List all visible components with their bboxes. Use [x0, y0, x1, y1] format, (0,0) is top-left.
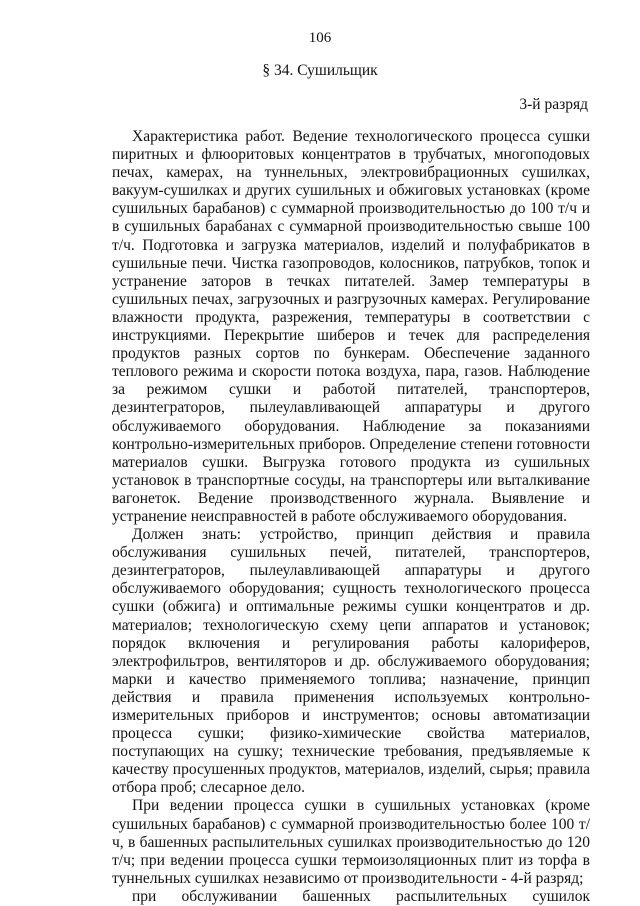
- paragraph-continuation: при обслуживании башенных распылительных сушилок: [132, 887, 590, 905]
- paragraph-grade-4-conditions: При ведении процесса сушки в сушильных установках (кроме сушильных барабанов) с суммарной производительностью более 100 т/ч, в башенных распылительных сушилках производительностью до 120 т/ч; при ведении процесса сушки термоизоляционных плит из торфа в туннельных сушилках независимо от производительности - 4-й разряд;: [112, 797, 590, 887]
- body-text: [112, 128, 590, 906]
- section-title: § 34. Сушильщик: [262, 62, 378, 79]
- paragraph-work-characteristics: Характеристика работ. Ведение технологического процесса сушки пиритных и флюоритовых концентратов в трубчатых, многоподовых печах, камерах, на туннельных, электровибрационных сушилках, вакуум-сушилках и других сушильных и обжиговых установках (кроме сушильных барабанов) с суммарной производительностью до 100 т/ч и в сушильных барабанах с суммарной производительностью свыше 100 т/ч. Подготовка и загрузка материалов, изделий и полуфабрикатов в сушильные печи. Чистка газопроводов, колосников, патрубков, топок и устранение заторов в течках питателей. Замер температуры в сушильных печах, загрузочных и разгрузочных камерах. Регулирование влажности продукта, разрежения, температуры в соответствии с инструкциями. Перекрытие шиберов и течек для распределения продуктов разных сортов по бункерам. Обеспечение заданного теплового режима и скорости потока воздуха, пара, газов. Наблюдение за режимом сушки и работой питателей, транспортеров, дезинтеграторов, пылеулавливающей аппаратуры и другого обслуживаемого оборудования. Наблюдение за показаниями контрольно-измерительных приборов. Определение степени готовности материалов сушки. Выгрузка готового продукта из сушильных установок в транспортные сосуды, на транспортеры или выталкивание вагонеток. Ведение производственного журнала. Выявление и устранение неисправностей в работе обслуживаемого оборудования.: [112, 128, 590, 525]
- page-number: 106: [308, 30, 332, 46]
- paragraph-must-know: Должен знать: устройство, принцип действия и правила обслуживания сушильных печей, питателей, транспортеров, дезинтеграторов, пылеулавливающей аппаратуры и другого обслуживаемого оборудования; сущность технологического процесса сушки (обжига) и оптимальные режимы сушки концентратов и др. материалов; технологическую схему цепи аппаратов и установок; порядок включения и регулирования работы калориферов, электрофильтров, вентиляторов и др. обслуживаемого оборудования; марки и качество применяемого топлива; назначение, принцип действия и правила применения используемых контрольно-измерительных приборов и инструментов; основы автоматизации процесса сушки; физико-химические свойства материалов, поступающих на сушку; технические требования, предъявляемые к качеству просушенных продуктов, материалов, изделий, сырья; правила отбора проб; слесарное дело.: [112, 526, 590, 797]
- grade-label: 3-й разряд: [519, 96, 588, 113]
